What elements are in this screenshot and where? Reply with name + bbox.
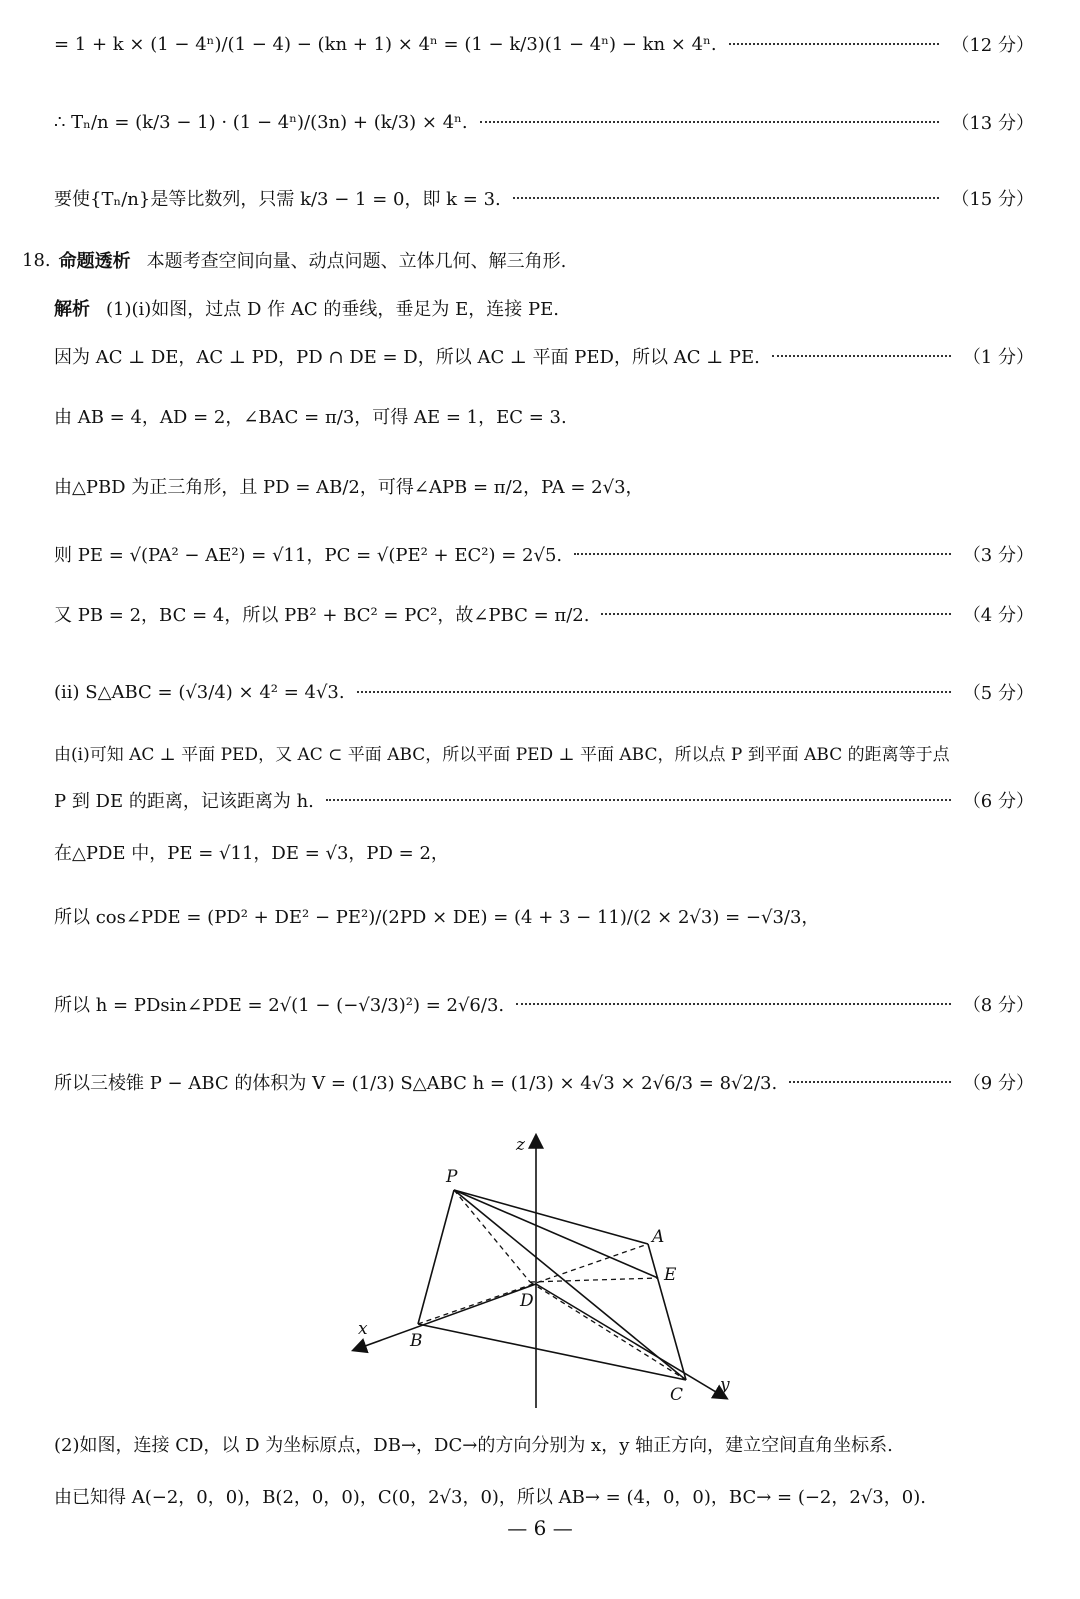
analysis-line [54, 288, 1034, 328]
score-label: （5 分） [962, 683, 1034, 704]
step-line [54, 1062, 1034, 1102]
step-text: 又 PB = 2，BC = 4，所以 PB² + BC² = PC²，故∠PBC = π/2. [54, 605, 590, 626]
step-line [54, 896, 1034, 936]
y-axis [536, 1284, 726, 1398]
question-topic: 本题考查空间向量、动点问题、立体几何、解三角形. [146, 251, 567, 272]
formula-text: = 1 + k × (1 − 4ⁿ)/(1 − 4) − (kn + 1) × 4ⁿ = (1 − k/3)(1 − 4ⁿ) − kn × 4ⁿ. [54, 33, 717, 55]
label-P: P [446, 1167, 458, 1187]
question-label: 命题透析 [58, 251, 131, 272]
step-line [54, 832, 1034, 872]
step-text: 在△PDE 中，PE = √11，DE = √3，PD = 2， [54, 843, 449, 864]
step-text: (ⅱ) S△ABC = (√3/4) × 4² = 4√3. [54, 681, 345, 703]
dot-leader [513, 197, 940, 199]
step-text: 因为 AC ⊥ DE，AC ⊥ PD，PD ∩ DE = D，所以 AC ⊥ 平面 PED，所以 AC ⊥ PE. [54, 347, 760, 368]
step-line [54, 396, 1034, 436]
score-label: （6 分） [962, 791, 1034, 812]
dot-leader [357, 691, 951, 693]
score-label: （9 分） [962, 1073, 1034, 1094]
formula-text: 要使{Tₙ/n}是等比数列，只需 k/3 − 1 = 0，即 k = 3. [54, 189, 501, 210]
label-y: y [720, 1375, 730, 1395]
label-C: C [670, 1385, 684, 1405]
part2-text: (2)如图，连接 CD，以 D 为坐标原点，DB→，DC→的方向分别为 x，y 轴正方向，建立空间直角坐标系. [54, 1435, 893, 1456]
step-text: 由 AB = 4，AD = 2，∠BAC = π/3，可得 AE = 1，EC = 3. [54, 407, 567, 428]
formula-text: ∴ Tₙ/n = (k/3 − 1) · (1 − 4ⁿ)/(3n) + (k/3) × 4ⁿ. [54, 111, 468, 133]
step-text: 所以 cos∠PDE = (PD² + DE² − PE²)/(2PD × DE) = (4 + 3 − 11)/(2 × 2√3) = −√3/3， [54, 907, 820, 928]
part2-text: 由已知得 A(−2，0，0)，B(2，0，0)，C(0，2√3，0)，所以 AB→ = (4，0，0)，BC→ = (−2，2√3，0). [54, 1487, 926, 1508]
score-label: （8 分） [962, 995, 1034, 1016]
step-line [54, 534, 1034, 574]
part2-line [54, 1476, 1034, 1516]
formula-line-2 [54, 102, 1034, 142]
page-number: — 6 — [507, 1516, 573, 1540]
step-text: 由△PBD 为正三角形，且 PD = AB/2，可得∠APB = π/2，PA = 2√3， [54, 477, 644, 498]
step-line [54, 594, 1034, 634]
label-D: D [520, 1291, 534, 1311]
edge-PE [454, 1190, 658, 1278]
score-label: （4 分） [962, 605, 1034, 626]
dot-leader [772, 355, 951, 357]
step-line [54, 466, 1034, 506]
edge-PB [418, 1190, 454, 1324]
step-line [54, 732, 1034, 772]
part2-line [54, 1424, 1034, 1464]
question-number: 18. [22, 249, 51, 271]
pyramid-figure [340, 1128, 760, 1408]
step-text: 所以 h = PDsin∠PDE = 2√(1 − (−√3/3)²) = 2√6/3. [54, 995, 505, 1016]
dot-leader [601, 613, 950, 615]
dot-leader [789, 1081, 951, 1083]
dot-leader [480, 121, 940, 123]
score-label: （3 分） [962, 545, 1034, 566]
analysis-text: (1)(ⅰ)如图，过点 D 作 AC 的垂线，垂足为 E，连接 PE. [106, 299, 559, 320]
question-18-header [22, 240, 1034, 280]
step-text: 则 PE = √(PA² − AE²) = √11，PC = √(PE² + EC²) = 2√5. [54, 545, 563, 566]
label-A: A [652, 1227, 665, 1247]
step-text: P 到 DE 的距离，记该距离为 h. [54, 791, 314, 812]
analysis-label: 解析 [54, 299, 90, 320]
step-line [54, 672, 1034, 712]
score-label: （13 分） [951, 113, 1034, 134]
edge-PA [454, 1190, 648, 1244]
dot-leader [574, 553, 951, 555]
step-text: 所以三棱锥 P − ABC 的体积为 V = (1/3) S△ABC h = (1/3) × 4√3 × 2√6/3 = 8√2/3. [54, 1073, 778, 1094]
label-x: x [358, 1319, 368, 1339]
formula-line-1 [54, 24, 1034, 64]
score-label: （1 分） [962, 347, 1034, 368]
score-label: （12 分） [951, 35, 1034, 56]
dot-leader [729, 43, 940, 45]
step-line [54, 984, 1034, 1024]
step-line [54, 336, 1034, 376]
edge-PC [454, 1190, 686, 1380]
edge-PD [454, 1190, 530, 1282]
score-label: （15 分） [951, 189, 1034, 210]
dot-leader [326, 799, 951, 801]
label-z: z [516, 1135, 525, 1155]
dot-leader [516, 1003, 951, 1005]
x-axis [354, 1284, 536, 1350]
label-B: B [410, 1331, 423, 1351]
edge-BC [418, 1324, 686, 1380]
step-line [54, 780, 1034, 820]
formula-line-3 [54, 178, 1034, 218]
step-text: 由(ⅰ)可知 AC ⊥ 平面 PED，又 AC ⊂ 平面 ABC，所以平面 PED ⊥ 平面 ABC，所以点 P 到平面 ABC 的距离等于点 [54, 744, 950, 765]
label-E: E [664, 1265, 677, 1285]
